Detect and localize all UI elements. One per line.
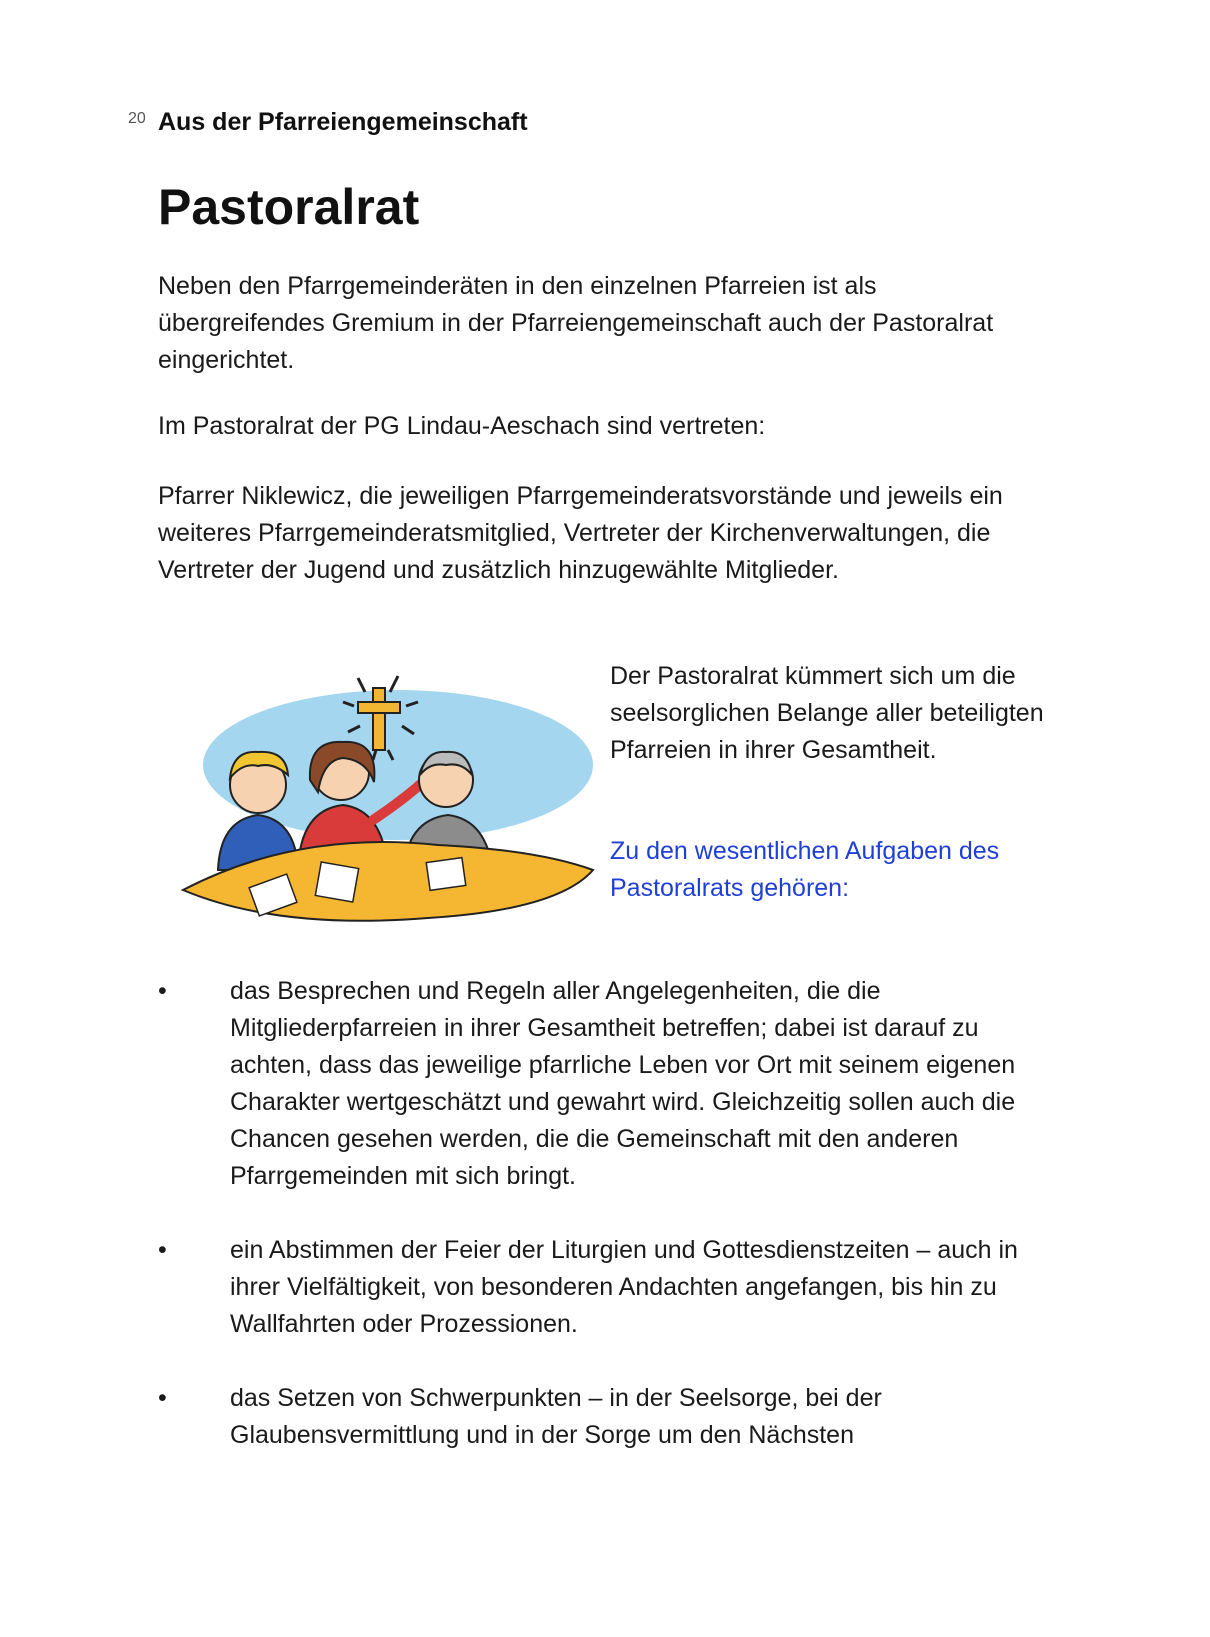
bullet-icon: • <box>158 1384 167 1412</box>
list-item <box>158 973 1058 1195</box>
page-number: 20 <box>128 110 146 127</box>
section-header: Aus der Pfarreiengemeinschaft <box>158 108 528 136</box>
page-title: Pastoralrat <box>158 179 420 235</box>
bullet-icon: • <box>158 977 167 1005</box>
list-item-text: das Setzen von Schwerpunkten – in der Seelsorge, bei der Glaubensvermittlung und in der Sorge um den Nächsten <box>230 1384 882 1449</box>
members-paragraph: Pfarrer Niklewicz, die jeweiligen Pfarrgemeinderatsvorstände und jeweils ein weiteres Pfarrgemeinderatsmitglied, Vertreter der Kirchenverwaltungen, die Vertreter der Jugend und zusätzlich hinzugewählte Mitglieder. <box>158 482 1003 584</box>
list-item <box>158 1380 1058 1454</box>
pastoral-council-illustration <box>178 670 598 945</box>
bullet-icon: • <box>158 1236 167 1264</box>
tasks-list <box>158 973 1058 1491</box>
tasks-heading: Zu den wesentlichen Aufgaben des Pastoralrats gehören: <box>610 837 1000 902</box>
members-intro-paragraph: Im Pastoralrat der PG Lindau-Aeschach sind vertreten: <box>158 412 766 440</box>
list-item-text: das Besprechen und Regeln aller Angelegenheiten, die die Mitgliederpfarreien in ihrer Gesamtheit betreffen; dabei ist darauf zu achten, dass das jeweilige pfarrliche Leben vor Ort mit seinem eigenen Charakter wertgeschätzt und gewahrt wird. Gleichzeitig sollen auch die Chancen gesehen werden, die die Gemeinschaft mit den anderen Pfarrgemeinden mit sich bringt. <box>230 977 1016 1190</box>
list-item <box>158 1232 1058 1343</box>
intro-paragraph: Neben den Pfarrgemeinderäten in den einzelnen Pfarreien ist als übergreifendes Gremium in der Pfarreiengemeinschaft auch der Pastoralrat eingerichtet. <box>158 272 994 374</box>
list-item-text: ein Abstimmen der Feier der Liturgien und Gottesdienstzeiten – auch in ihrer Vielfältigkeit, von besonderen Andachten angefangen, bis hin zu Wallfahrten oder Prozessionen. <box>230 1236 1018 1338</box>
purpose-paragraph: Der Pastoralrat kümmert sich um die seelsorglichen Belange aller beteiligten Pfarreien in ihrer Gesamtheit. <box>610 662 1044 764</box>
